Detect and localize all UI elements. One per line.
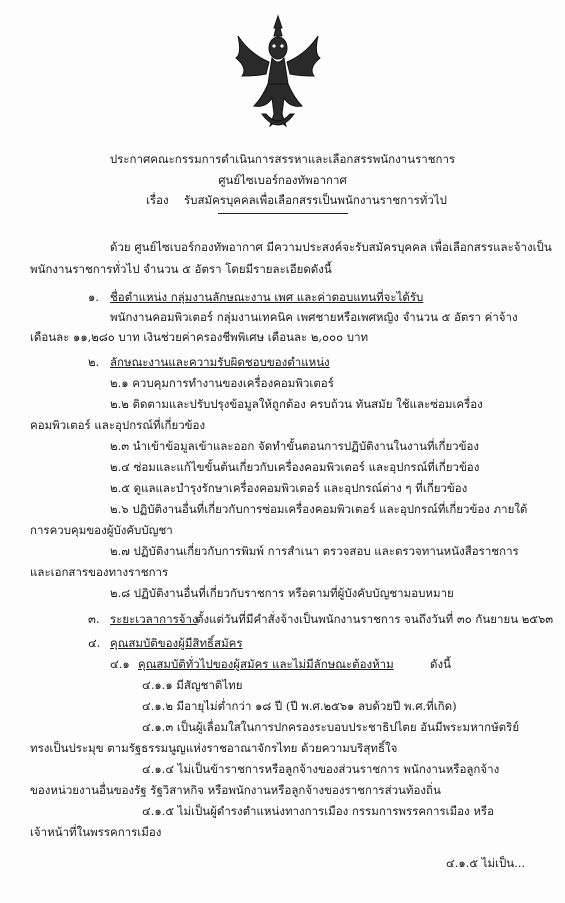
duty-2-2-line-2: คอมพิวเตอร์ และอุปกรณ์ที่เกี่ยวข้อง (30, 418, 206, 432)
subsection-4-1-title: คุณสมบัติทั่วไปของผู้สมัคร และไม่มีลักษณะต้องห้าม (138, 657, 394, 671)
duty-2-6-line-1: ๒.๖ ปฏิบัติงานอื่นที่เกี่ยวกับการซ่อมเครื่องคอมพิวเตอร์ และอุปกรณ์ที่เกี่ยวข้อง ภายใต้ (110, 502, 528, 516)
intro-line-2: พนักงานราชการทั่วไป จำนวน ๕ อัตรา โดยมีรายละเอียดดังนี้ (30, 262, 332, 276)
section-1-line-2: เดือนละ ๑๑,๒๘๐ บาท เงินช่วยค่าครองชีพพิเศษ เดือนละ ๒,๐๐๐ บาท (30, 330, 369, 344)
qualification-4-1-4-line-2: ของหน่วยงานอื่นของรัฐ รัฐวิสาหกิจ หรือพนักงานหรือลูกจ้างของราชการส่วนท้องถิ่น (30, 783, 441, 797)
qualification-4-1-2: ๔.๑.๒ มีอายุไม่ต่ำกว่า ๑๘ ปี (ปี พ.ศ.๒๕๖๑ ลบด้วยปี พ.ศ.ที่เกิด) (142, 699, 457, 713)
duty-2-2-line-1: ๒.๒ ติดตามและปรับปรุงข้อมูลให้ถูกต้อง ครบถ้วน ทันสมัย ใช้และซ่อมเครื่อง (110, 397, 483, 411)
duty-2-7-line-1: ๒.๗ ปฏิบัติงานเกี่ยวกับการพิมพ์ การสำเนา ตรวจสอบ และตรวจทานหนังสือราชการ (110, 544, 519, 558)
qualification-4-1-1: ๔.๑.๑ มีสัญชาติไทย (142, 678, 243, 692)
section-2-title: ลักษณะงานและความรับผิดชอบของตำแหน่ง (110, 355, 330, 369)
page-continuation: ๔.๑.๕ ไม่เป็น... (446, 856, 526, 870)
section-2-number: ๒. (88, 355, 100, 369)
agency-name: ศูนย์ไซเบอร์กองทัพอากาศ (218, 173, 347, 187)
section-1-line-1: พนักงานคอมพิวเตอร์ กลุ่มงานเทคนิค เพศชายหรือเพศหญิง จำนวน ๕ อัตรา ค่าจ้าง (110, 310, 518, 324)
section-4-title: คุณสมบัติของผู้มีสิทธิ์สมัคร (110, 636, 243, 650)
subsection-4-1-number: ๔.๑ (110, 657, 130, 671)
qualification-4-1-4-line-1: ๔.๑.๔ ไม่เป็นข้าราชการหรือลูกจ้างของส่วนราชการ พนักงานหรือลูกจ้าง (142, 762, 500, 776)
duty-2-8: ๒.๘ ปฏิบัติงานอื่นที่เกี่ยวกับราชการ หรือตามที่ผู้บังคับบัญชามอบหมาย (110, 586, 454, 600)
subject-label: เรื่อง (146, 193, 169, 207)
subject-text: รับสมัครบุคคลเพื่อเลือกสรรเป็นพนักงานราชการทั่วไป (184, 193, 447, 207)
intro-line-1: ด้วย ศูนย์ไซเบอร์กองทัพอากาศ มีความประสงค์จะรับสมัครบุคคล เพื่อเลือกสรรและจ้างเป็น (110, 240, 552, 254)
section-1-title: ชื่อตำแหน่ง กลุ่มงานลักษณะงาน เพศ และค่าตอบแทนที่จะได้รับ (110, 290, 424, 304)
section-4-number: ๔. (88, 636, 101, 650)
section-3-text: ตั้งแต่วันที่มีคำสั่งจ้างเป็นพนักงานราชการ จนถึงวันที่ ๓๐ กันยายน ๒๕๖๓ (196, 612, 554, 626)
duty-2-7-line-2: และเอกสารของทางราชการ (30, 565, 169, 579)
duty-2-1: ๒.๑ ควบคุมการทำงานของเครื่องคอมพิวเตอร์ (110, 376, 334, 390)
duty-2-3: ๒.๓ นำเข้าข้อมูลเข้าและออก จัดทำขั้นตอนการปฏิบัติงานในงานที่เกี่ยวข้อง (110, 439, 480, 453)
section-1-number: ๑. (88, 290, 99, 304)
section-3-title: ระยะเวลาการจ้าง (110, 612, 198, 626)
title-divider (218, 213, 348, 214)
subsection-4-1-tail: ดังนี้ (430, 657, 451, 671)
qualification-4-1-5-line-1: ๔.๑.๕ ไม่เป็นผู้ดำรงตำแหน่งทางการเมือง กรรมการพรรคการเมือง หรือ (142, 804, 494, 818)
qualification-4-1-5-line-2: เจ้าหน้าที่ในพรรคการเมือง (30, 825, 162, 839)
announcement-title: ประกาศคณะกรรมการดำเนินการสรรหาและเลือกสรรพนักงานราชการ (109, 152, 456, 166)
qualification-4-1-3-line-1: ๔.๑.๓ เป็นผู้เลื่อมใสในการปกครองระบอบประชาธิปไตย อันมีพระมหากษัตริย์ (142, 720, 520, 734)
section-3-number: ๓. (88, 612, 100, 626)
duty-2-5: ๒.๕ ดูแลและบำรุงรักษาเครื่องคอมพิวเตอร์ และอุปกรณ์ต่าง ๆ ที่เกี่ยวข้อง (110, 481, 468, 495)
garuda-emblem-icon (232, 14, 324, 136)
qualification-4-1-3-line-2: ทรงเป็นประมุข ตามรัฐธรรมนูญแห่งราชอาณาจักรไทย ด้วยความบริสุทธิ์ใจ (30, 741, 398, 755)
duty-2-4: ๒.๔ ซ่อมและแก้ไขขั้นต้นเกี่ยวกับเครื่องคอมพิวเตอร์ และอุปกรณ์ที่เกี่ยวข้อง (110, 460, 480, 474)
duty-2-6-line-2: การควบคุมของผู้บังคับบัญชา (30, 523, 173, 537)
